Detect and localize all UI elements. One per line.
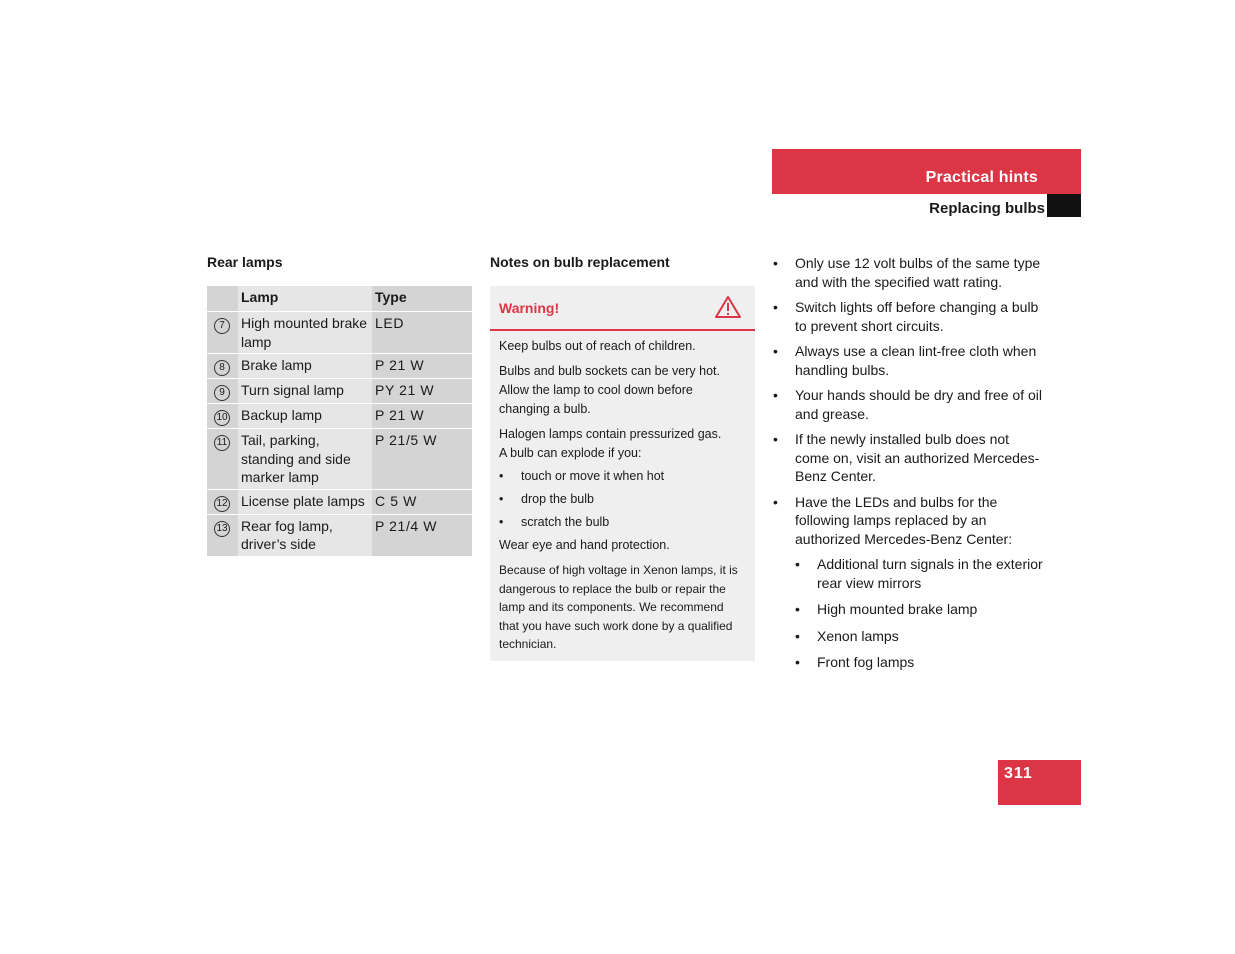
type-cell: P 21/5 W xyxy=(372,429,472,490)
table-row xyxy=(207,429,472,490)
lamp-cell: Tail, parking, standing and side marker lamp xyxy=(238,429,372,490)
sub-list-item: • Additional turn signals in the exterior rear view mirrors xyxy=(795,555,1043,592)
list-item: • Switch lights off before changing a bulb to prevent short circuits. xyxy=(773,298,1043,335)
list-item-text: Have the LEDs and bulbs for the following lamps replaced by an authorized Mercedes-Benz Center: xyxy=(795,493,1013,547)
table-row xyxy=(207,514,472,556)
row-number-badge: 7 xyxy=(214,318,230,334)
list-item: • drop the bulb xyxy=(499,490,746,509)
warning-list xyxy=(499,467,746,532)
row-number-badge: 8 xyxy=(214,360,230,376)
row-number-badge: 13 xyxy=(214,521,230,537)
table-row xyxy=(207,489,472,514)
table-row xyxy=(207,354,472,379)
header-red-bar xyxy=(772,149,1081,194)
warning-text: Bulbs and bulb sockets can be very hot. Allow the lamp to cool down before changing a bulb. xyxy=(499,364,720,416)
lamp-cell: Brake lamp xyxy=(238,354,372,379)
page-number-tab xyxy=(998,760,1081,805)
lamp-cell: High mounted brake lamp xyxy=(238,312,372,354)
rear-lamps-title: Rear lamps xyxy=(207,254,283,270)
warning-box xyxy=(490,286,755,661)
warning-text-line: A bulb can explode if you: xyxy=(499,446,642,460)
col-num-header xyxy=(207,286,238,312)
header-black-marker xyxy=(1047,194,1081,217)
warning-text: Because of high voltage in Xenon lamps, it is dangerous to replace the bulb or repair the lamp and its components. We recommend that you have such work done by a qualified technician. xyxy=(499,563,738,651)
table-header-row xyxy=(207,286,472,312)
list-item: • Only use 12 volt bulbs of the same type and with the specified watt rating. xyxy=(773,254,1043,291)
table-row xyxy=(207,404,472,429)
warning-triangle-icon xyxy=(715,295,741,319)
lamp-cell: Rear fog lamp, driver’s side xyxy=(238,514,372,556)
warning-text: Keep bulbs out of reach of children. xyxy=(499,339,696,353)
type-cell: P 21 W xyxy=(372,354,472,379)
col-lamp-header: Lamp xyxy=(238,286,372,312)
lamp-cell: License plate lamps xyxy=(238,489,372,514)
row-number-badge: 10 xyxy=(214,410,230,426)
sub-list-item: • Xenon lamps xyxy=(795,627,1043,646)
warning-body xyxy=(490,331,755,654)
list-item: • touch or move it when hot xyxy=(499,467,746,486)
sub-list-item: • Front fog lamps xyxy=(795,653,1043,672)
warning-text: Wear eye and hand protection. xyxy=(499,538,670,552)
type-cell: P 21/4 W xyxy=(372,514,472,556)
col-type-header: Type xyxy=(372,286,472,312)
list-item: • If the newly installed bulb does not come on, visit an authorized Mercedes-Benz Center. xyxy=(773,430,1043,486)
page-number: 311 xyxy=(1004,765,1033,782)
warning-label: Warning! xyxy=(499,300,560,316)
list-item: • Your hands should be dry and free of oil and grease. xyxy=(773,386,1043,423)
sub-list-item: • High mounted brake lamp xyxy=(795,600,1043,619)
subsection-title: Replacing bulbs xyxy=(929,200,1045,217)
warning-text-line: Halogen lamps contain pressurized gas. xyxy=(499,427,722,441)
lamp-cell: Backup lamp xyxy=(238,404,372,429)
notes-title: Notes on bulb replacement xyxy=(490,254,670,270)
warning-header xyxy=(490,286,755,331)
sub-list xyxy=(795,555,1043,672)
section-title: Practical hints xyxy=(925,169,1038,186)
type-cell: C 5 W xyxy=(372,489,472,514)
list-item xyxy=(773,493,1043,672)
tips-list xyxy=(773,254,1043,680)
list-item: • scratch the bulb xyxy=(499,513,746,532)
type-cell: PY 21 W xyxy=(372,379,472,404)
row-number-badge: 12 xyxy=(214,496,230,512)
type-cell: LED xyxy=(372,312,472,354)
row-number-badge: 11 xyxy=(214,435,230,451)
table-row xyxy=(207,379,472,404)
rear-lamps-table xyxy=(207,286,472,557)
table-row xyxy=(207,312,472,354)
warning-text xyxy=(499,425,746,463)
list-item: • Always use a clean lint-free cloth when handling bulbs. xyxy=(773,342,1043,379)
row-number-badge: 9 xyxy=(214,385,230,401)
type-cell: P 21 W xyxy=(372,404,472,429)
lamp-cell: Turn signal lamp xyxy=(238,379,372,404)
